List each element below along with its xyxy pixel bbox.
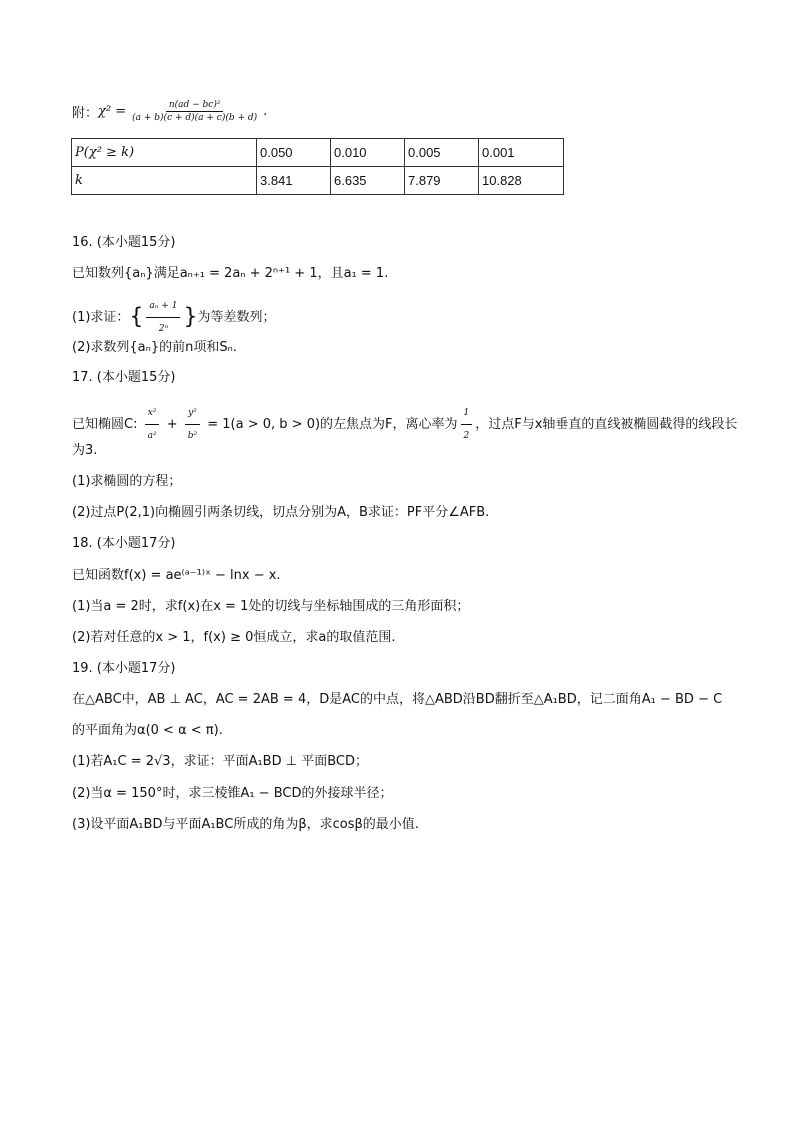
q16-part2: (2)求数列{aₙ}的前n项和Sₙ. (72, 340, 237, 355)
q17-stem (72, 403, 737, 446)
critical-value-table (71, 138, 564, 195)
table-cell: 7.879 (405, 167, 479, 195)
q18-header: 18. (本小题17分) (72, 536, 176, 551)
table-cell: 0.050 (257, 139, 331, 167)
q17-stem-cont: 为3. (72, 443, 98, 458)
chi-fraction (129, 100, 260, 123)
appendix-suffix: . (263, 104, 268, 119)
q17-stem-b: = 1(a > 0, b > 0)的左焦点为F，离心率为 (203, 417, 458, 432)
table-cell: k (72, 167, 257, 195)
q16-denominator: 2ⁿ (158, 324, 169, 334)
q16-numerator: aₙ + 1 (146, 296, 180, 318)
table-cell: 0.010 (331, 139, 405, 167)
q17-e-den: 2 (463, 431, 470, 441)
left-brace: { (129, 304, 144, 330)
q17-x-num: x² (145, 403, 160, 425)
table-row (72, 167, 564, 195)
q17-x-den: a² (147, 431, 157, 441)
q18-part2: (2)若对任意的x > 1，f(x) ≥ 0恒成立，求a的取值范围. (72, 630, 396, 645)
chi-label: χ² = (98, 104, 127, 119)
q17-part1: (1)求椭圆的方程； (72, 474, 182, 489)
q17-e-num: 1 (461, 403, 473, 425)
table-row (72, 139, 564, 167)
q16-part1 (72, 296, 275, 339)
q17-part2: (2)过点P(2,1)向椭圆引两条切线，切点分别为A，B求证：PF平分∠AFB. (72, 505, 490, 520)
chi-square-formula (72, 100, 267, 123)
q19-stem-line1: 在△ABC中，AB ⊥ AC，AC = 2AB = 4，D是AC的中点，将△ABD沿BD翻折至△A₁BD，记二面角A₁ − BD − C (72, 692, 723, 707)
q19-part1: (1)若A₁C = 2√3，求证：平面A₁BD ⊥ 平面BCD； (72, 754, 368, 769)
q19-stem-line2: 的平面角为α(0 < α < π). (72, 723, 223, 738)
q17-stem-c: ，过点F与x轴垂直的直线被椭圆截得的线段长 (475, 417, 738, 432)
q18-part1: (1)当a = 2时，求f(x)在x = 1处的切线与坐标轴围成的三角形面积； (72, 599, 470, 614)
table-cell: P(χ² ≥ k) (72, 139, 257, 167)
q17-header: 17. (本小题15分) (72, 370, 176, 385)
q16-fraction (146, 296, 180, 339)
right-brace: } (183, 304, 198, 330)
q16-stem: 已知数列{aₙ}满足aₙ₊₁ = 2aₙ + 2ⁿ⁺¹ + 1，且a₁ = 1. (72, 266, 389, 281)
chi-numerator: n(ad − bc)² (166, 100, 224, 112)
q17-y-num: y² (185, 403, 200, 425)
q17-stem-a: 已知椭圆C: (72, 417, 142, 432)
q17-x-fraction (145, 403, 160, 446)
q18-stem: 已知函数f(x) = ae⁽ᵃ⁻¹⁾ˣ − lnx − x. (72, 568, 281, 583)
q17-y-den: b² (187, 431, 198, 441)
q19-part2: (2)当α = 150°时，求三棱锥A₁ − BCD的外接球半径； (72, 786, 393, 801)
q17-plus: + (162, 417, 182, 432)
q17-y-fraction (185, 403, 200, 446)
q19-header: 19. (本小题17分) (72, 661, 176, 676)
q17-e-fraction (461, 403, 473, 446)
q16-part1-suffix: 为等差数列； (197, 310, 276, 325)
q19-part3: (3)设平面A₁BD与平面A₁BC所成的角为β，求cosβ的最小值. (72, 817, 419, 832)
table-cell: 0.001 (479, 139, 564, 167)
appendix-prefix: 附： (72, 106, 99, 121)
q16-header: 16. (本小题15分) (72, 235, 176, 250)
table-cell: 0.005 (405, 139, 479, 167)
q16-part1-prefix: (1)求证： (72, 310, 130, 325)
chi-denominator: (a + b)(c + d)(a + c)(b + d) (132, 113, 258, 123)
table-cell: 6.635 (331, 167, 405, 195)
table-cell: 10.828 (479, 167, 564, 195)
table-cell: 3.841 (257, 167, 331, 195)
